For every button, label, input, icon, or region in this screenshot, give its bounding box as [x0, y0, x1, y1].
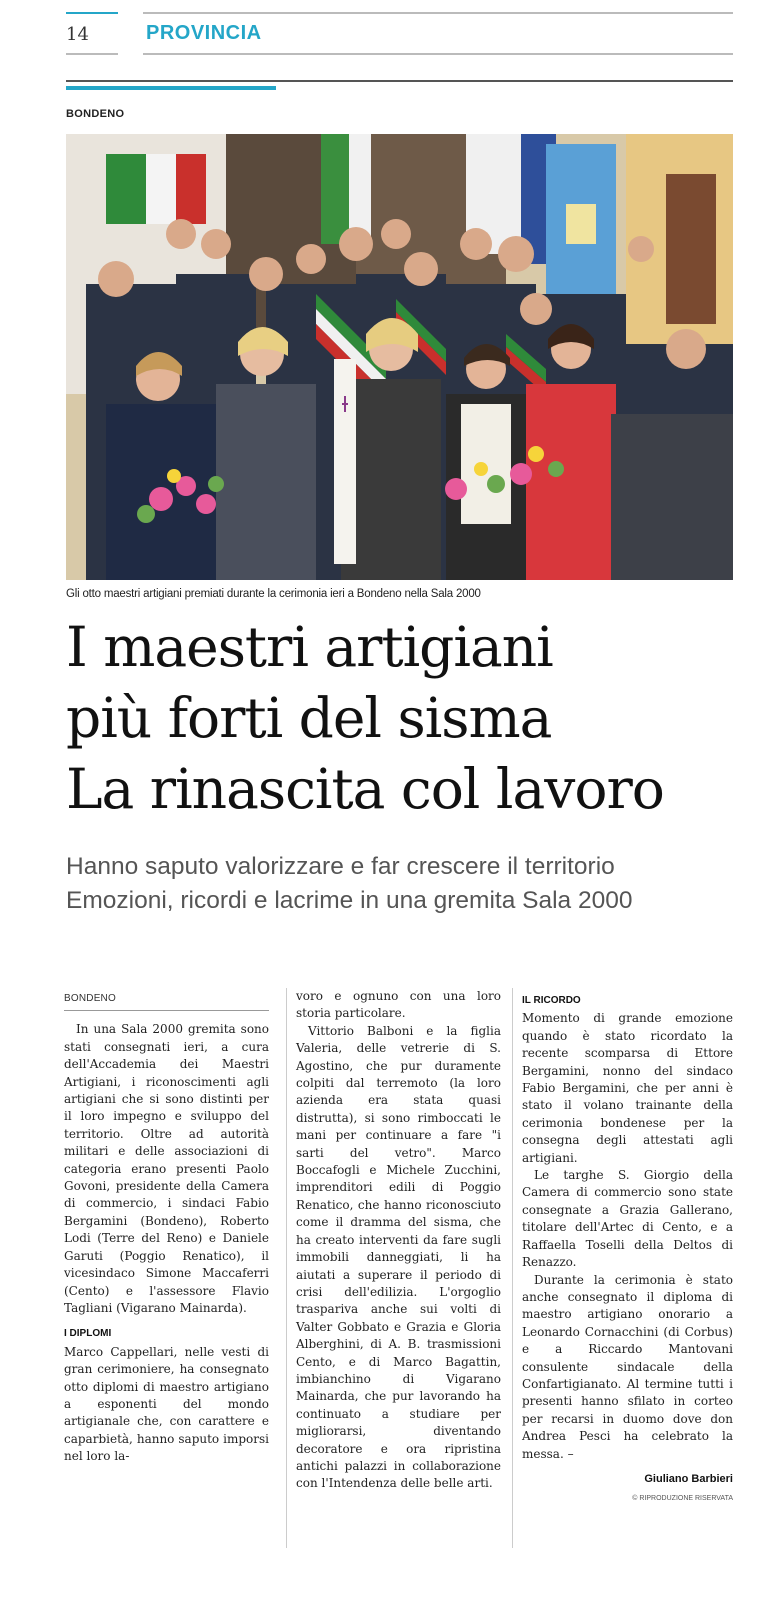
headline-line: più forti del sisma — [66, 686, 552, 750]
photo-caption: Gli otto maestri artigiani premiati durante la cerimonia ieri a Bondeno nella Sala 2000 — [66, 588, 481, 600]
article-dateline: BONDENO — [64, 990, 269, 1011]
article-column-1 — [64, 988, 269, 1466]
section-label: PROVINCIA — [146, 22, 262, 44]
column-divider — [512, 988, 513, 1548]
header-accent-bar — [66, 86, 276, 90]
article-paragraph: Momento di grande emozione quando è stato ricordato la recente scomparsa di Ettore Bergamini, nonno del sindaco Fabio Bergamini, che per anni è stato il volano trainante della cerimonia bondenese per la consegna degli attestati agli artigiani. — [522, 1011, 733, 1165]
header-rule — [66, 53, 118, 55]
article-paragraph: voro e ognuno con una loro storia particolare. — [296, 989, 501, 1021]
article-paragraph: Le targhe S. Giorgio della Camera di commercio sono state consegnate a Grazia Gallerano, titolare dell'Artec di Cento, e a Raffaella Toselli della Deltos di Renazzo. — [522, 1168, 733, 1270]
headline-line: La rinascita col lavoro — [66, 757, 664, 821]
article-subheading: IL RICORDO — [522, 995, 581, 1006]
article-paragraph: Marco Cappellari, nelle vesti di gran cerimoniere, ha consegnato otto diplomi di maestro artigiano a esponenti del mondo artigianale che, con carattere e caparbietà, hanno saputo imporsi nel loro la- — [64, 1344, 269, 1464]
article-column-3 — [522, 988, 733, 1508]
article-paragraph: Vittorio Balboni e la figlia Valeria, delle vetrerie di S. Agostino, che pur duramente colpiti dal terremoto (la loro azienda era stata quasi distrutta), si sono rimboccati le mani per continuare a fare "i sarti del vetro". Marco Boccafogli e Michele Zucchini, imprenditori edili di Poggio Renatico, che hanno riconosciuto come il dramma del sisma, che ha creato interventi da fare sugli immobili danneggiati, li ha aiutati a superare il periodo di crisi dell'edilizia. L'orgoglio traspariva anche sui volti di Valter Gobbato e Grazia e Gloria Alberghini, di A. B. trasmissioni Cento, e di Marco Bagattin, imbianchino di Vigarano Mainarda, che pur lavorando ha continuato a studiare per migliorarsi, diventando decoratore e ora ripristina antichi palazzi in collaborazione con l'Intendenza delle belle arti. — [296, 1023, 501, 1491]
headline-line: I maestri artigiani — [66, 615, 553, 679]
page-header — [0, 0, 760, 90]
headline — [66, 612, 746, 825]
group-photo-illustration — [66, 134, 733, 580]
kicker-location: BONDENO — [66, 108, 125, 120]
article-paragraph: Durante la cerimonia è stato anche consegnato il diploma di maestro artigiano onorario a Leonardo Cornacchini (di Corbus) e a Riccardo Mantovani consulente sindacale della Confartigianato. Al termine tutti i presenti hanno sfilato in corteo per recarsi in duomo dove don Andrea Pesci ha celebrato la messa. – — [522, 1272, 733, 1461]
page-number: 14 — [66, 24, 89, 45]
subheadline-line: Emozioni, ricordi e lacrime in una gremita Sala 2000 — [66, 887, 633, 914]
header-rule — [143, 53, 733, 55]
header-rule — [143, 12, 733, 14]
subheadline — [66, 850, 733, 918]
subheadline-line: Hanno saputo valorizzare e far crescere il territorio — [66, 853, 615, 880]
author-signature: Giuliano Barbieri — [644, 1472, 733, 1485]
article-paragraph: In una Sala 2000 gremita sono stati consegnati ieri, a cura dell'Accademia dei Maestri Artigiani, i riconoscimenti agli artigiani che si sono distinti per il loro impegno e sviluppo del territorio. Oltre ad autorità militari e delle associazioni di categoria erano presenti Paolo Govoni, presidente della Camera di commercio, i sindaci Fabio Bergamini (Bondeno), Roberto Lodi (Terre del Reno) e Daniele Garuti (Poggio Renatico), il vicesindaco Simone Maccaferri (Cento) e l'assessore Flavio Tagliani (Vigarano Mainarda). — [64, 1022, 269, 1315]
article-photo — [66, 134, 733, 580]
copyright-notice: © RIPRODUZIONE RISERVATA — [632, 1495, 733, 1503]
column-divider — [286, 988, 287, 1548]
article-subheading: I DIPLOMI — [64, 1328, 112, 1340]
header-divider — [66, 80, 733, 82]
header-rule — [66, 12, 118, 14]
article-column-2 — [296, 988, 501, 1493]
